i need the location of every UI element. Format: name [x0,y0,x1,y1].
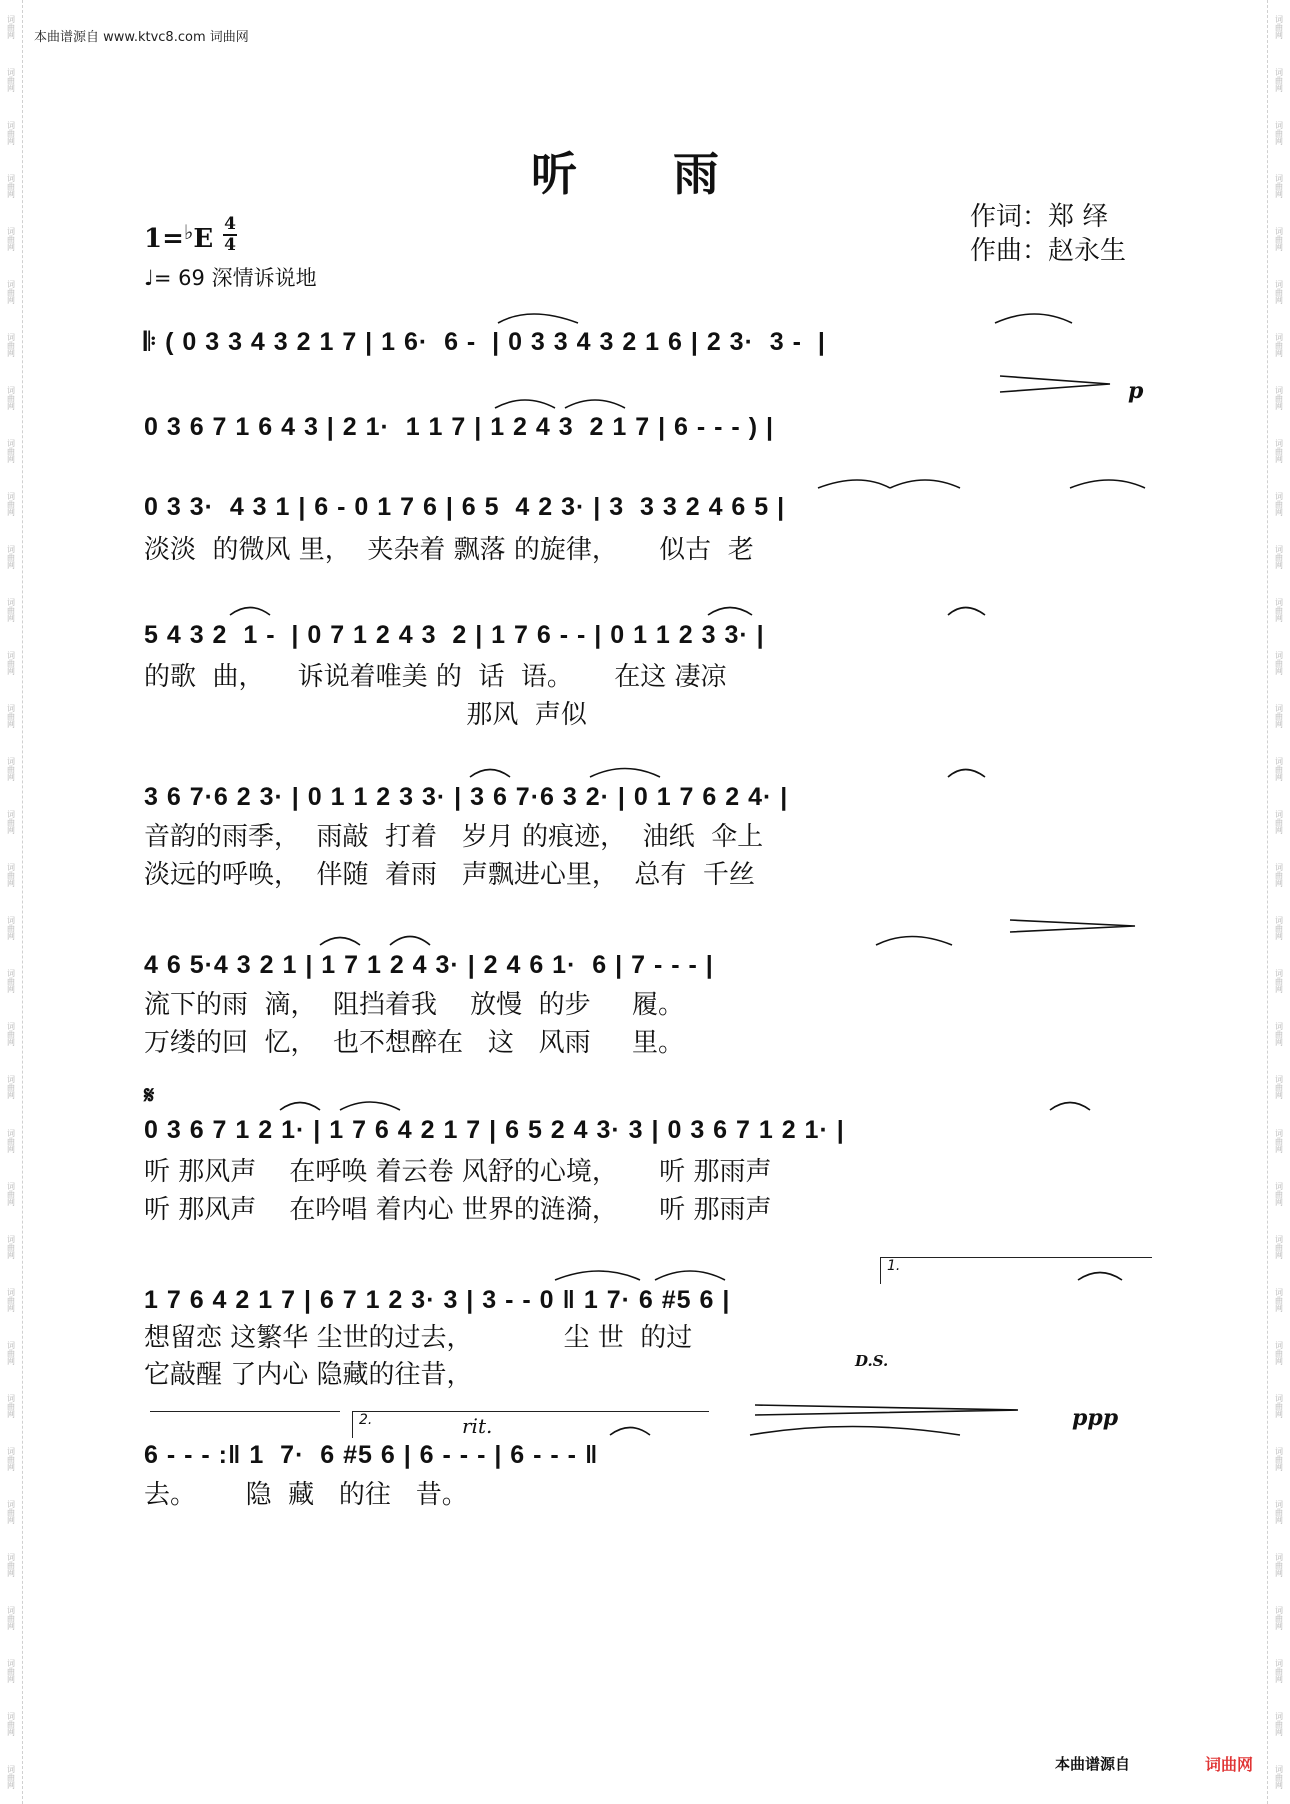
key-note: E [193,224,214,254]
watermark-text: 词曲网 [6,1075,16,1100]
tie-arc [555,1271,640,1280]
key-signature [144,220,213,254]
segno-sign: 𝄋 [144,1080,155,1109]
notation-row: 1 7 6 4 2 1 7 | 6 7 1 2 3· 3 | 3 - - 0 ‖ 1 7· 6 #5 6 | [144,1286,731,1314]
watermark-text: 词曲网 [6,598,16,623]
lyric-line-verse2: 淡远的呼唤， 伴随 着雨 声飘进心里， 总有 千丝 [144,860,755,890]
lyric-line-verse1: 听 那风声 在呼唤 着云卷 风舒的心境， 听 那雨声 [144,1157,772,1187]
watermark-text: 词曲网 [6,916,16,941]
notation-row: 4 6 5·4 3 2 1 | 1 7 1 2 4 3· | 2 4 6 1· 6 | 7 - - - | [144,951,714,979]
decrescendo-hairpin [1010,920,1135,932]
flat-symbol: ♭ [183,220,194,244]
watermark-text: 词曲网 [1274,67,1284,92]
watermark-text: 词曲网 [6,544,16,569]
watermark-text: 词曲网 [1274,279,1284,304]
watermark-text: 词曲网 [1274,969,1284,994]
watermark-text: 词曲网 [6,491,16,516]
song-title: 听 雨 [530,147,759,201]
watermark-text: 词曲网 [1274,1712,1284,1737]
first-ending-bracket [880,1257,1152,1284]
watermark-text: 词曲网 [6,651,16,676]
watermark-text: 词曲网 [1274,916,1284,941]
watermark-text: 词曲网 [1274,863,1284,888]
decrescendo-hairpin [1000,376,1110,392]
dal-segno-mark: D.S. [855,1352,889,1370]
tie-arc [320,938,360,946]
ritardando-mark: rit. [462,1414,493,1438]
tie-arc [1070,480,1145,488]
watermark-text: 词曲网 [6,1287,16,1312]
lyric-line-verse1: 想留恋 这繁华 尘世的过去， 尘 世 的过 [144,1323,693,1353]
watermark-text: 词曲网 [6,173,16,198]
first-ending-label: 1. [887,1258,901,1274]
notation-row: 6 - - - :‖ 1 7· 6 #5 6 | 6 - - - | 6 - - - ‖ [144,1441,599,1469]
watermark-text: 词曲网 [1274,385,1284,410]
second-ending-label: 2. [359,1412,373,1428]
watermark-text: 词曲网 [6,226,16,251]
watermark-text: 词曲网 [1274,1658,1284,1683]
time-signature-top: 4 [224,214,236,234]
watermark-text: 词曲网 [6,969,16,994]
lyric-line-verse1: 去。 隐 藏 的往 昔。 [144,1480,468,1510]
watermark-text: 词曲网 [1274,491,1284,516]
watermark-text: 词曲网 [1274,1499,1284,1524]
watermark-text: 词曲网 [1274,332,1284,357]
lyric-line-verse1: 的歌 曲， 诉说着唯美 的 话 语。 在这 凄凉 [144,662,727,692]
watermark-text: 词曲网 [1274,1234,1284,1259]
left-watermark-strip [0,0,23,1804]
watermark-text: 词曲网 [1274,598,1284,623]
notation-row: 0 3 6 7 1 2 1· | 1 7 6 4 2 1 7 | 6 5 2 4 3· 3 | 0 3 6 7 1 2 1· | [144,1116,845,1144]
watermark-text: 词曲网 [1274,226,1284,251]
credits [970,200,1126,268]
watermark-text: 词曲网 [6,438,16,463]
footer-source-label: 本曲谱源自 [1055,1755,1131,1773]
lyric-line-verse2: 那风 声似 [144,700,587,730]
watermark-text: 词曲网 [1274,810,1284,835]
tie-arc [948,770,985,778]
watermark-text: 词曲网 [1274,1181,1284,1206]
watermark-text: 词曲网 [6,120,16,145]
notation-row: 0 3 3· 4 3 1 | 6 - 0 1 7 6 | 6 5 4 2 3· | 3 3 3 2 4 6 5 | [144,493,786,521]
repeat-ending-line [150,1411,340,1412]
tie-arc [876,937,952,946]
tempo-marking: ♩= 69 深情诉说地 [144,266,317,290]
watermark-text: 词曲网 [6,1552,16,1577]
tie-arc [498,314,578,323]
tie-arc [340,1102,400,1110]
notation-row: 0 3 6 7 1 6 4 3 | 2 1· 1 1 7 | 1 2 4 3 2 1 7 | 6 - - - ) | [144,413,774,441]
watermark-text: 词曲网 [6,704,16,729]
watermark-text: 词曲网 [1274,651,1284,676]
watermark-text: 词曲网 [1274,1075,1284,1100]
watermark-text: 词曲网 [1274,1765,1284,1790]
tie-arc [565,400,625,408]
watermark-text: 词曲网 [6,1765,16,1790]
watermark-text: 词曲网 [1274,1287,1284,1312]
tie-arc [470,770,510,778]
watermark-text: 词曲网 [6,1340,16,1365]
watermark-text: 词曲网 [1274,1605,1284,1630]
dynamic-pianississimo: ppp [1072,1405,1119,1431]
tie-arc [230,608,270,616]
tie-arc [890,480,960,488]
watermark-text: 词曲网 [1274,1022,1284,1047]
watermark-text: 词曲网 [6,863,16,888]
dynamic-piano: p [1128,378,1144,404]
tie-arc [708,608,752,616]
watermark-text: 词曲网 [1274,1446,1284,1471]
tie-arc [1050,1103,1090,1111]
lyric-line-verse2: 万缕的回 忆， 也不想醉在 这 风雨 里。 [144,1028,684,1058]
notation-row: 3 6 7·6 2 3· | 0 1 1 2 3 3· | 3 6 7·6 3 2· | 0 1 7 6 2 4· | [144,783,789,811]
watermark-text: 词曲网 [1274,1552,1284,1577]
watermark-text: 词曲网 [6,279,16,304]
lyric-line-verse2: 听 那风声 在吟唱 着内心 世界的涟漪， 听 那雨声 [144,1195,772,1225]
watermark-text: 词曲网 [6,67,16,92]
time-signature [223,216,237,254]
tie-arc [495,400,555,408]
time-signature-bottom: 4 [224,235,236,255]
watermark-text: 词曲网 [1274,1340,1284,1365]
watermark-text: 词曲网 [1274,757,1284,782]
tie-arc [390,937,430,946]
watermark-text: 词曲网 [6,1234,16,1259]
right-watermark-strip [1267,0,1290,1804]
watermark-text: 词曲网 [1274,704,1284,729]
lyricist-credit: 作词：郑 绎 [970,202,1109,232]
watermark-text: 词曲网 [6,1181,16,1206]
tie-arc [818,480,890,488]
watermark-text: 词曲网 [1274,120,1284,145]
watermark-text: 词曲网 [6,1658,16,1683]
lyric-line-verse1: 音韵的雨季， 雨敲 打着 岁月 的痕迹， 油纸 伞上 [144,822,764,852]
tie-arc [590,769,660,778]
watermark-text: 词曲网 [1274,1128,1284,1153]
composer-credit: 作曲：赵永生 [970,236,1127,266]
watermark-text: 词曲网 [1274,1393,1284,1418]
watermark-text: 词曲网 [1274,438,1284,463]
watermark-text: 词曲网 [1274,544,1284,569]
watermark-text: 词曲网 [6,1499,16,1524]
tie-arc [948,608,985,616]
watermark-text: 词曲网 [6,757,16,782]
watermark-text: 词曲网 [6,1605,16,1630]
second-ending-bracket [352,1411,709,1438]
watermark-text: 词曲网 [6,1446,16,1471]
watermark-text: 词曲网 [1274,173,1284,198]
lyric-line-verse1: 流下的雨 滴， 阻挡着我 放慢 的步 履。 [144,990,684,1020]
watermark-text: 词曲网 [6,332,16,357]
source-note: 本曲谱源自 www.ktvc8.com 词曲网 [34,30,249,45]
notation-row: 𝄆 ( 0 3 3 4 3 2 1 7 | 1 6· 6 - | 0 3 3 4 3 2 1 6 | 2 3· 3 - | [144,328,826,356]
tie-arc [280,1103,320,1111]
tie-arc [655,1271,725,1280]
watermark-text: 词曲网 [6,1712,16,1737]
watermark-text: 词曲网 [6,14,16,39]
lyric-line-verse2: 它敲醒 了内心 隐藏的往昔， [144,1360,473,1390]
key-prefix: 1= [144,224,184,254]
footer-site-logo: 词曲网 [1205,1755,1254,1774]
tie-arc [995,314,1072,323]
notation-row: 5 4 3 2 1 - | 0 7 1 2 4 3 2 | 1 7 6 - - | 0 1 1 2 3 3· | [144,621,765,649]
watermark-text: 词曲网 [6,385,16,410]
tie-arc [750,1427,960,1436]
watermark-text: 词曲网 [6,1022,16,1047]
watermark-text: 词曲网 [1274,14,1284,39]
lyric-line-verse1: 淡淡 的微风 里， 夹杂着 飘落 的旋律， 似古 老 [144,535,754,565]
watermark-text: 词曲网 [6,1128,16,1153]
watermark-text: 词曲网 [6,1393,16,1418]
decrescendo-hairpin [755,1405,1018,1415]
watermark-text: 词曲网 [6,810,16,835]
